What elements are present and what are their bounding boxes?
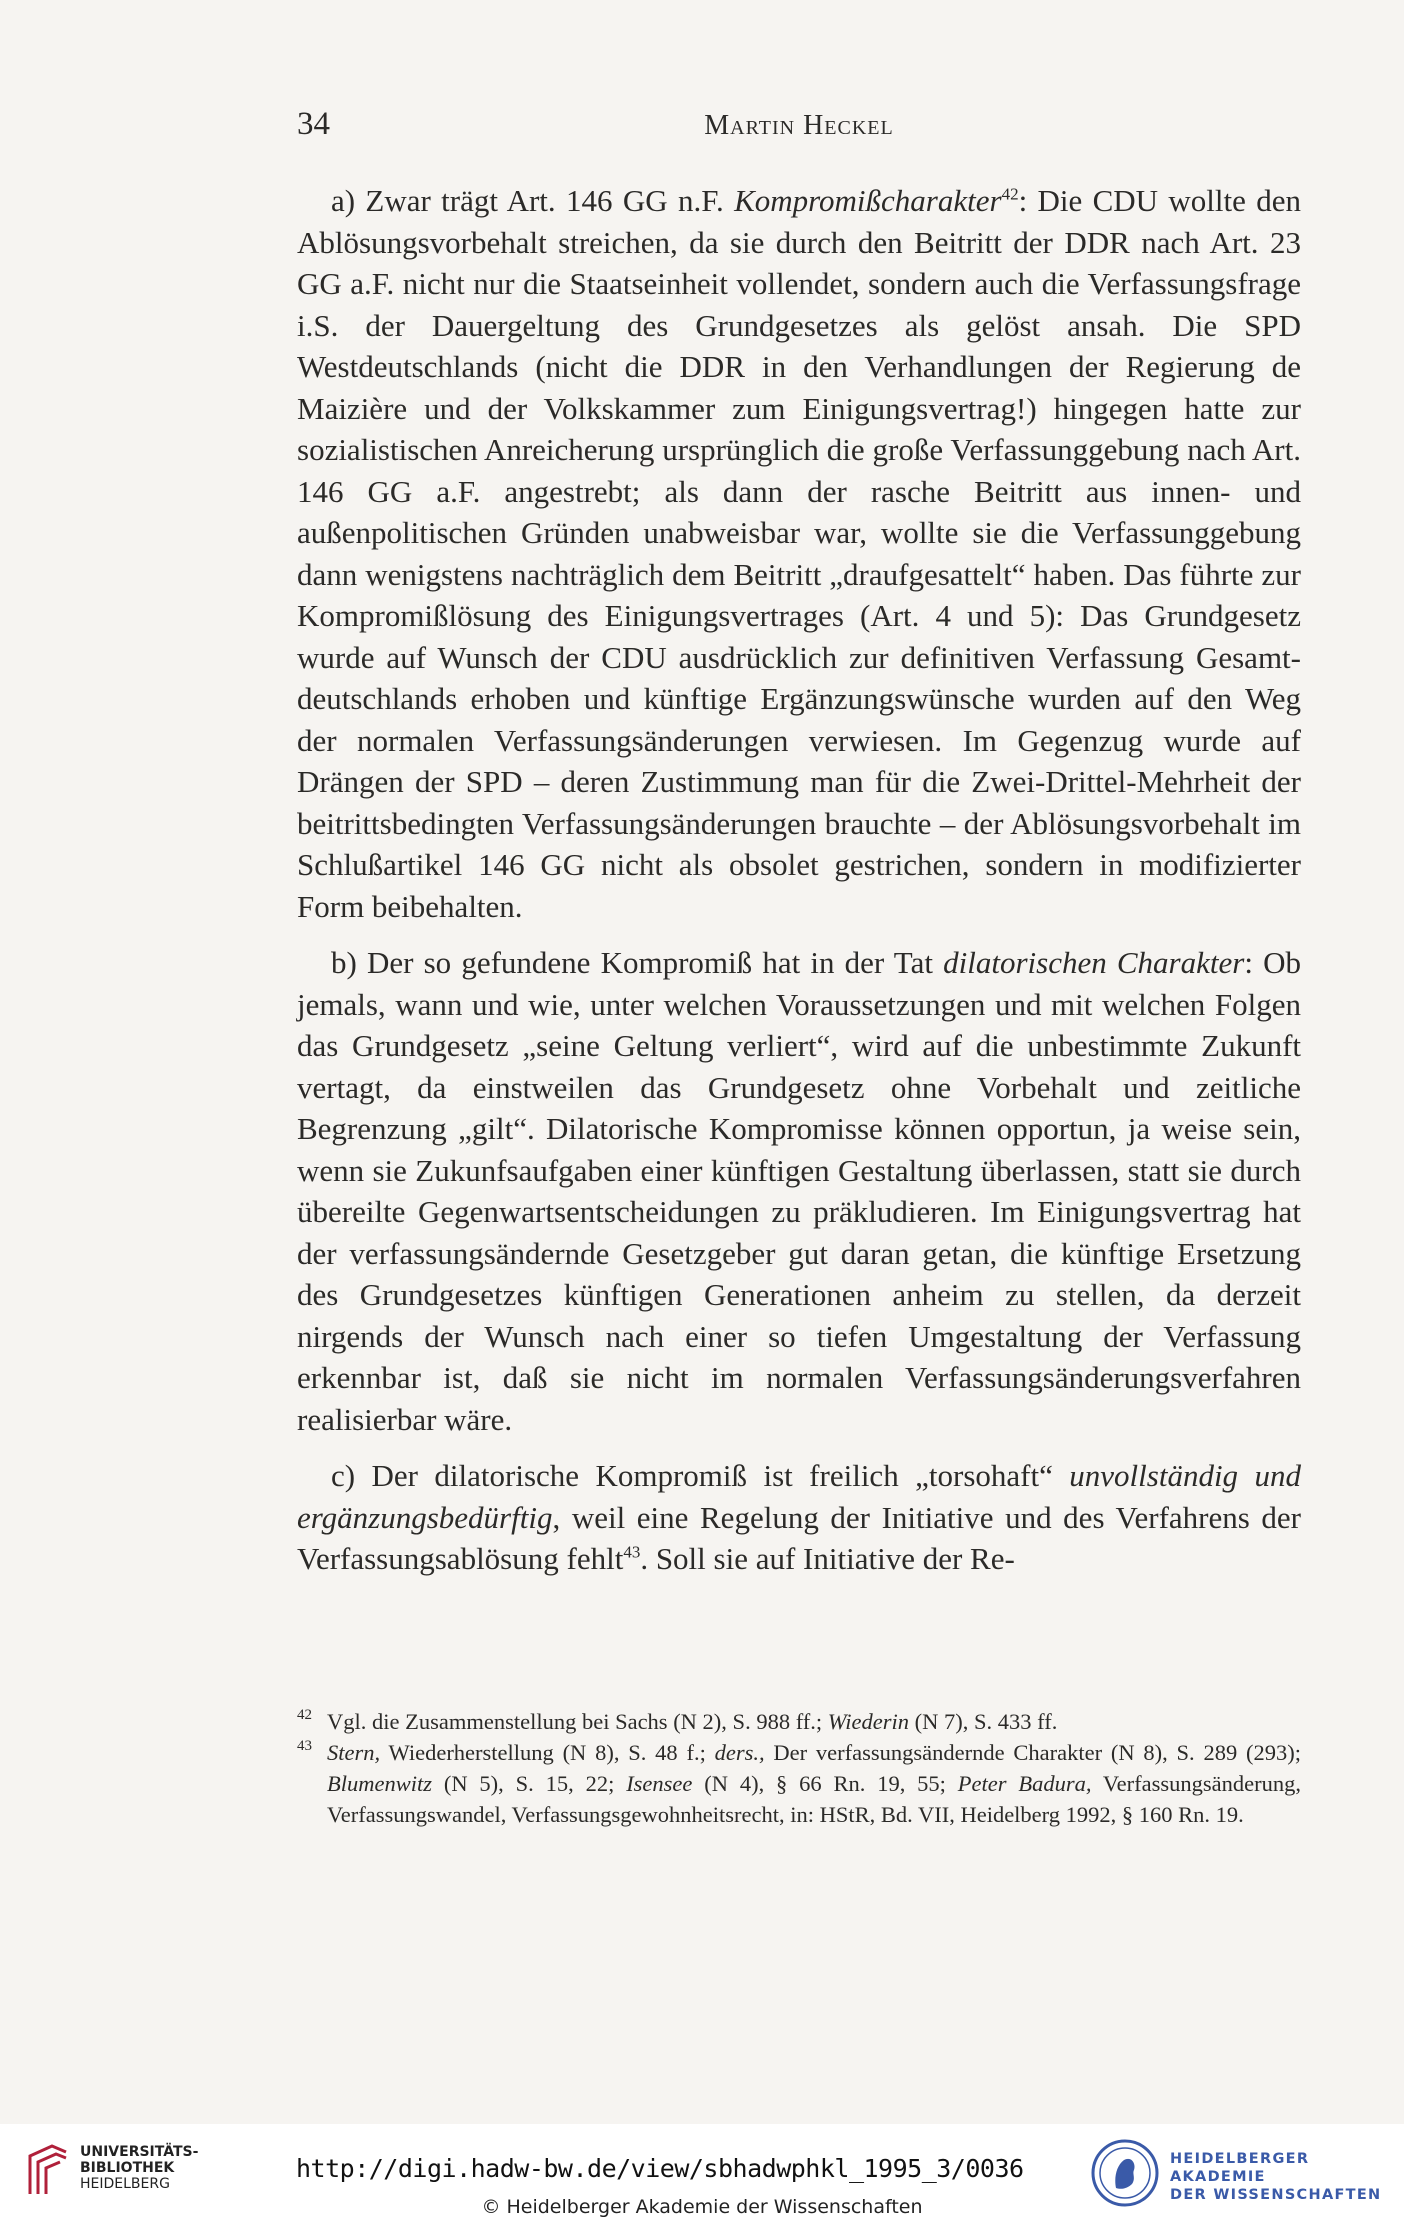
footnote-text: Vgl. die Zusammenstellung bei Sachs (N 2), S. 988 ff.; <box>327 1709 828 1734</box>
paragraph-a-emphasis: Kompromißcharakter <box>734 183 1002 218</box>
paragraph-c-text-1: c) Der dilatorische Kompromiß ist freilich „torsohaft“ <box>331 1458 1070 1493</box>
ub-line-1: UNIVERSITÄTS- <box>80 2144 199 2160</box>
academy-line-1: HEIDELBERGER AKADEMIE <box>1170 2151 1310 2185</box>
footnote-author: Wiederin <box>827 1709 910 1734</box>
footnote-author: ders., <box>714 1740 765 1765</box>
footnote-text: (N 4), § 66 Rn. 19, 55; <box>692 1771 958 1796</box>
university-library-logo-icon <box>22 2142 72 2198</box>
academy-seal-icon <box>1090 2138 1160 2208</box>
paragraph-b <box>297 942 1301 1440</box>
paragraph-c <box>297 1455 1301 1580</box>
academy-line-2: DER WISSENSCHAFTEN <box>1170 2187 1382 2203</box>
body-text <box>297 180 1301 1595</box>
paragraph-c-text-2: , weil eine Regelung der Initiative und des Verfahrens der Verfassungsablösung fehlt <box>297 1499 1301 1576</box>
footnote-text: (N 7), S. 433 ff. <box>909 1709 1058 1734</box>
footnote-text: (N 5), S. 15, 22; <box>432 1771 627 1796</box>
footnote-text: Wiederherstellung (N 8), S. 48 f.; <box>380 1740 715 1765</box>
paragraph-b-text-2: : Ob jemals, wann und wie, unter welchen Voraussetzungen und mit welchen Folgen das Grundgesetz „seine Geltung verliert“, wird auf die unbestimmte Zukunft vertagt, da einstweilen das Grundgesetz ohne Vorbehalt und zeitliche Begrenzung „gilt“. Dilatorische Kompromisse können opportun, ja weise sein, wenn sie Zukunfsaufgaben einer künftigen Gestaltung überlassen, statt sie durch übereilte Gegenwartsentscheidungen zu präkludieren. Im Einigungsvertrag hat der verfassungsändernde Gesetzgeber gut daran getan, die künftige Ersetzung des Grundgesetzes künftigen Generationen anheim zu stellen, da derzeit nirgends der Wunsch nach einer so tiefen Umgestaltung der Verfassung erkennbar ist, daß sie nicht im normalen Verfassungsänderungsverfahren realisierbar wäre. <box>297 945 1301 1437</box>
footnote-author: Blumenwitz <box>327 1771 432 1796</box>
footnote-43 <box>297 1737 1301 1830</box>
footnote-42 <box>297 1706 1301 1737</box>
digitization-footer <box>0 2124 1404 2224</box>
ub-line-2: BIBLIOTHEK <box>80 2160 175 2176</box>
paragraph-a <box>297 180 1301 927</box>
permalink-url[interactable]: http://digi.hadw-bw.de/view/sbhadwphkl_1995_3/0036 <box>296 2154 1024 2183</box>
footnote-text: Verfassungsänderung, Verfassungswandel, Verfassungsgewohnheitsrecht, in: HStR, Bd. VII, Heidelberg 1992, § 160 Rn. 19. <box>327 1771 1301 1827</box>
paragraph-b-text-1: b) Der so gefundene Kompromiß hat in der Tat <box>331 945 944 980</box>
footnote-text: Der verfassungsändernde Charakter (N 8), S. 289 (293); <box>764 1740 1301 1765</box>
ub-line-3: HEIDELBERG <box>80 2176 170 2192</box>
footnote-mark: 42 <box>297 1707 312 1723</box>
footnotes <box>297 1706 1301 1830</box>
paragraph-b-emphasis: dilatorischen Charakter <box>943 945 1245 980</box>
paragraph-c-text-3: . Soll sie auf Initiative der Re- <box>640 1541 1015 1576</box>
paragraph-a-text-2: : Die CDU wollte den Ablösungsvorbehalt streichen, da sie durch den Beitritt der DDR nach Art. 23 GG a.F. nicht nur die Staatseinheit vollendet, sondern auch die Verfassungsfrage i.S. der Dauergeltung des Grundgesetzes als gelöst ansah. Die SPD Westdeutschlands (nicht die DDR in den Verhandlungen der Regierung de Maizière und der Volkskammer zum Einigungsvertrag!) hingegen hatte zur sozialistischen Anreicherung ursprünglich die große Verfassunggebung nach Art. 146 GG a.F. angestrebt; als dann der rasche Beitritt aus innen- und außenpolitischen Gründen unabweisbar war, wollte sie die Verfassunggebung dann wenigstens nachträglich dem Beitritt „draufgesattelt“ haben. Das führte zur Kompromißlösung des Einigungsvertrages (Art. 4 und 5): Das Grundgesetz wurde auf Wunsch der CDU ausdrücklich zur definitiven Verfassung Gesamtdeutschlands erhoben und künftige Ergänzungswünsche wurden auf den Weg der normalen Verfassungsänderungen verwiesen. Im Gegenzug wurde auf Drängen der SPD – deren Zustimmung man für die Zwei-Drittel-Mehrheit der beitrittsbedingten Verfassungsänderungen brauchte – der Ablösungsvorbehalt im Schlußartikel 146 GG nicht als obsolet gestrichen, sondern in modifizierter Form beibehalten. <box>297 183 1301 924</box>
paragraph-a-text-1: a) Zwar trägt Art. 146 GG n.F. <box>331 183 735 218</box>
footnote-ref-42: 42 <box>1001 184 1019 204</box>
footnote-author: Stern, <box>327 1740 381 1765</box>
paragraph-c-emphasis: unvollständig und ergänzungsbedürftig <box>297 1458 1301 1535</box>
footnote-mark: 43 <box>297 1738 312 1754</box>
university-library-name <box>80 2144 198 2192</box>
academy-name <box>1170 2150 1404 2204</box>
page-number: 34 <box>297 106 330 142</box>
footnote-author: Peter Badura, <box>957 1771 1092 1796</box>
running-head-author: Martin Heckel <box>704 110 894 141</box>
copyright-notice: © Heidelberger Akademie der Wissenschaften <box>481 2196 923 2218</box>
footnote-ref-43: 43 <box>623 1542 641 1562</box>
footnote-author: Isensee <box>626 1771 693 1796</box>
